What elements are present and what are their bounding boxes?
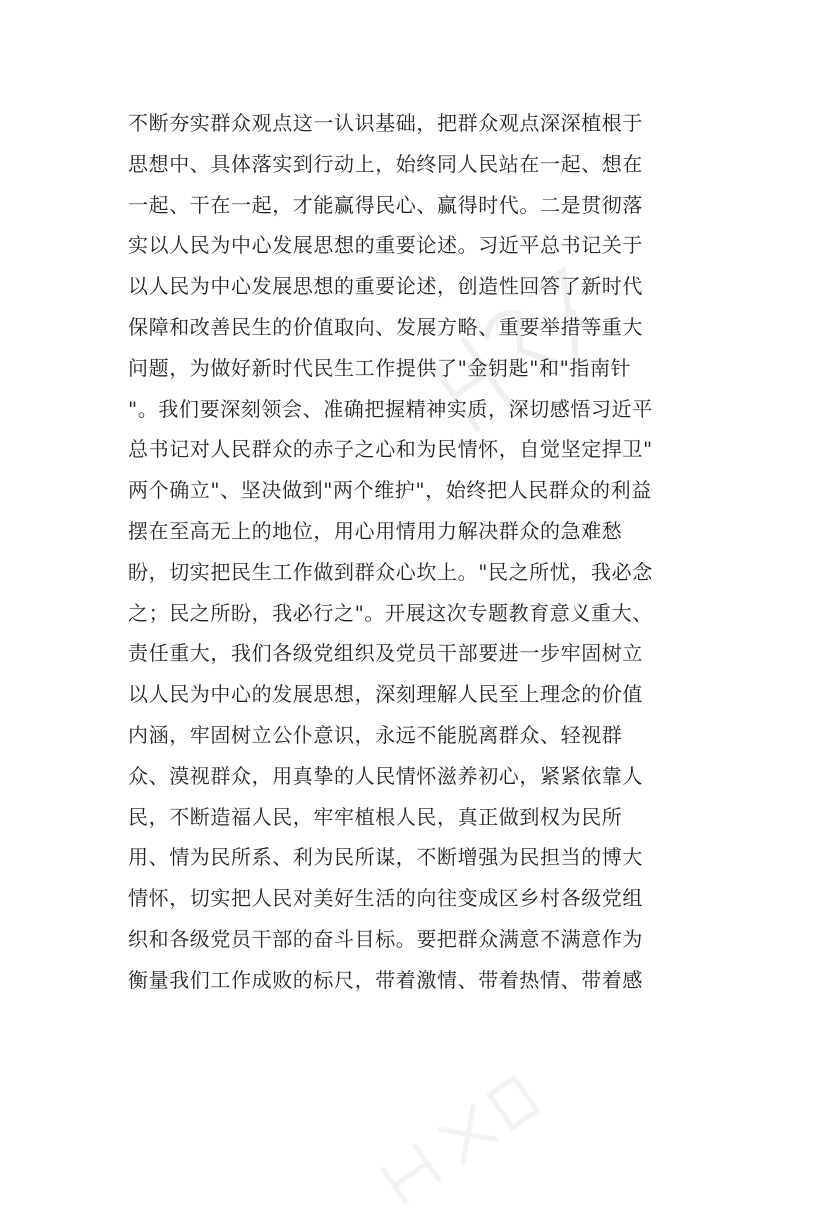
text-line: 民，不断造福人民，牢牢植根人民，真正做到权为民所 xyxy=(128,804,623,829)
text-line: 思想中、具体落实到行动上，始终同人民站在一起、想在 xyxy=(128,151,643,176)
text-line: 总书记对人民群众的赤子之心和为民情怀，自觉坚定捍卫" xyxy=(128,437,653,462)
text-line: 两个确立"、坚决做到"两个维护"，始终把人民群众的利益 xyxy=(128,478,652,503)
text-line: 情怀，切实把人民对美好生活的向往变成区乡村各级党组 xyxy=(128,886,643,911)
text-line: 之；民之所盼，我必行之"。开展这次专题教育意义重大、 xyxy=(128,600,653,625)
text-line: 众、漠视群众，用真挚的人民情怀滋养初心，紧紧依靠人 xyxy=(128,763,643,788)
text-line: 保障和改善民生的价值取向、发展方略、重要举措等重大 xyxy=(128,314,643,339)
text-line: 问题，为做好新时代民生工作提供了"金钥匙"和"指南针 xyxy=(128,355,632,380)
text-line: 衡量我们工作成败的标尺，带着激情、带着热情、带着感 xyxy=(128,967,643,992)
text-line: 实以人民为中心发展思想的重要论述。习近平总书记关于 xyxy=(128,233,643,258)
text-line: 内涵，牢固树立公仆意识，永远不能脱离群众、轻视群 xyxy=(128,722,623,747)
text-line: 一起、干在一起，才能赢得民心、赢得时代。二是贯彻落 xyxy=(128,192,643,217)
text-line: 以人民为中心的发展思想，深刻理解人民至上理念的价值 xyxy=(128,682,643,707)
text-line: 责任重大，我们各级党组织及党员干部要进一步牢固树立 xyxy=(128,641,643,666)
text-line: "。我们要深刻领会、准确把握精神实质，深切感悟习近平 xyxy=(128,396,653,421)
text-line: 用、情为民所系、利为民所谋，不断增强为民担当的博大 xyxy=(128,845,643,870)
text-line: 盼，切实把民生工作做到群众心坎上。"民之所忧，我必念 xyxy=(128,559,653,584)
text-line: 不断夯实群众观点这一认识基础，把群众观点深深植根于 xyxy=(128,111,643,135)
body-text xyxy=(128,103,698,1001)
watermark-graphic-bottom xyxy=(361,1058,559,1222)
text-line: 以人民为中心发展思想的重要论述，创造性回答了新时代 xyxy=(128,274,643,299)
text-line: 摆在至高无上的地位，用心用情用力解决群众的急难愁 xyxy=(128,518,623,543)
text-line: 织和各级党员干部的奋斗目标。要把群众满意不满意作为 xyxy=(128,926,643,951)
